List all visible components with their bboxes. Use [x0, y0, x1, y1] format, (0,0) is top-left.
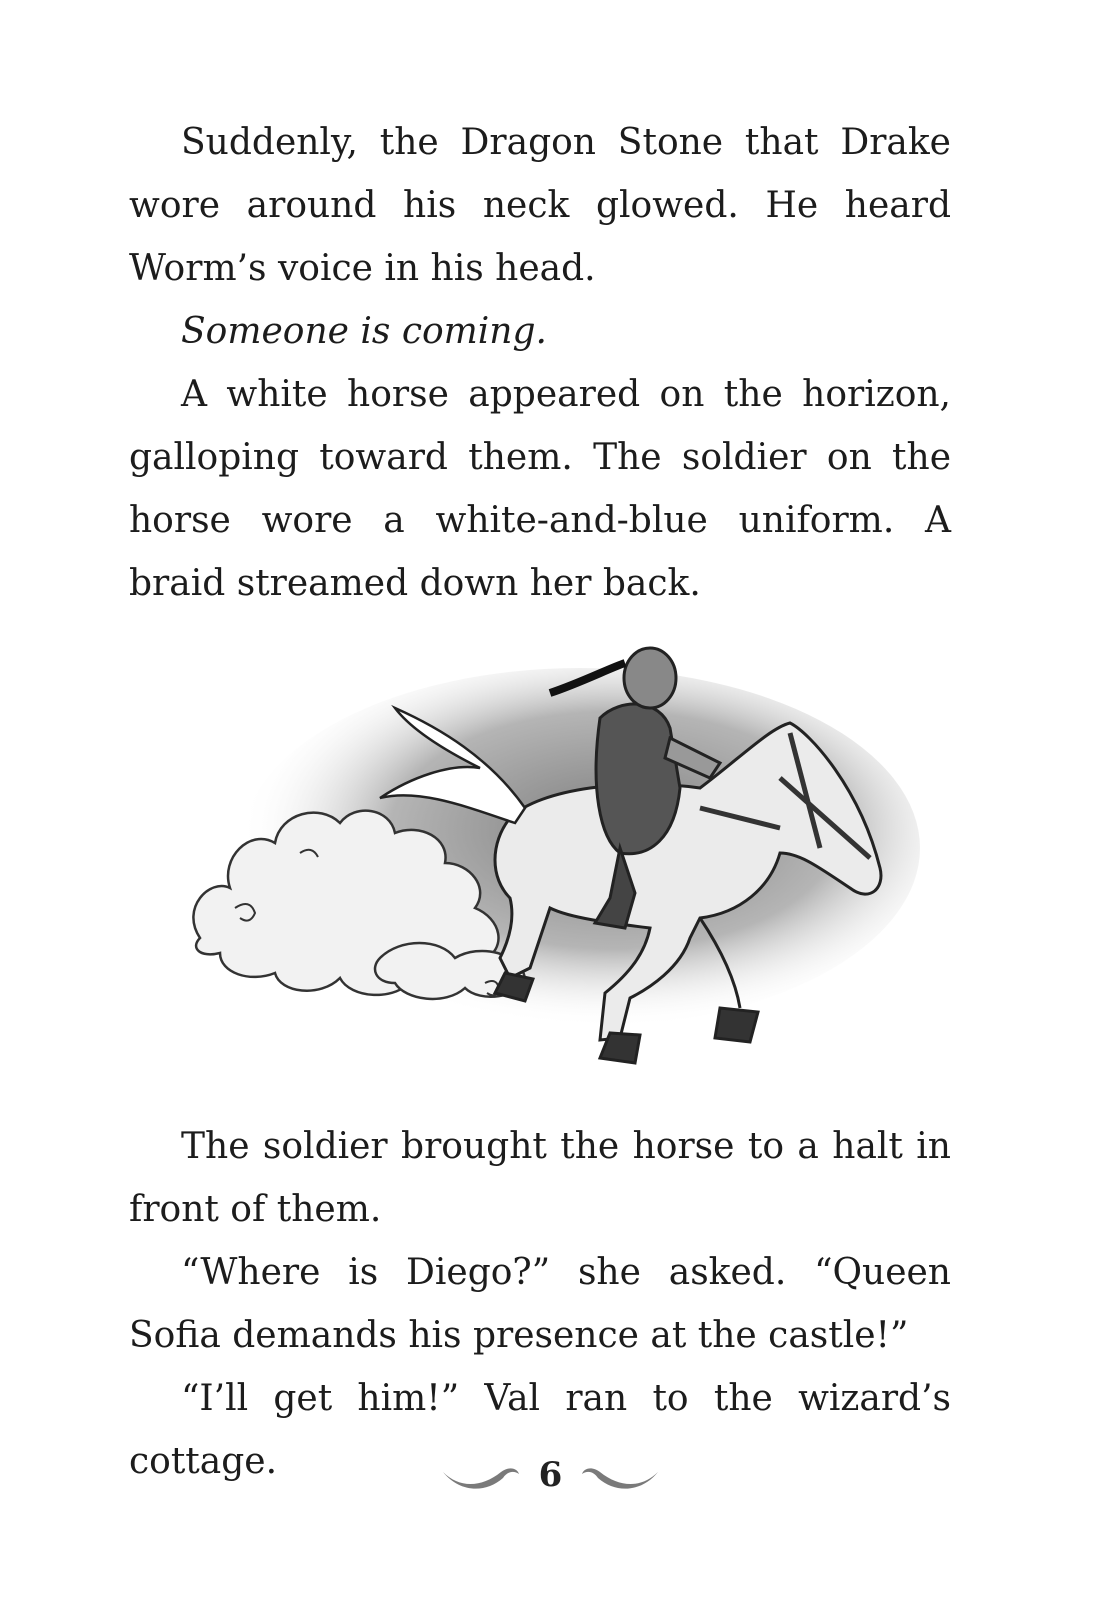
- story-text-top: [129, 111, 951, 615]
- story-text-bottom: [129, 1115, 951, 1493]
- page-footer: [0, 1440, 1101, 1510]
- horse-rider-illustration: [180, 638, 920, 1088]
- paragraph: The soldier brought the horse to a halt in front of them.: [129, 1126, 951, 1230]
- swash-left-icon: [441, 1458, 521, 1492]
- paragraph: A white horse appeared on the horizon, galloping toward them. The soldier on the horse wore a white-and-blue uniform. A braid streamed down her back.: [129, 374, 951, 604]
- page-number: 6: [538, 1455, 563, 1495]
- swash-right-icon: [580, 1458, 660, 1492]
- paragraph: “I’ll get him!” Val ran to the wizard’s cottage.: [129, 1378, 951, 1482]
- paragraph: Suddenly, the Dragon Stone that Drake wore around his neck glowed. He heard Worm’s voice in his head.: [129, 122, 951, 289]
- paragraph-thought: Someone is coming.: [181, 311, 547, 352]
- paragraph: “Where is Diego?” she asked. “Queen Sofia demands his presence at the castle!”: [129, 1252, 951, 1356]
